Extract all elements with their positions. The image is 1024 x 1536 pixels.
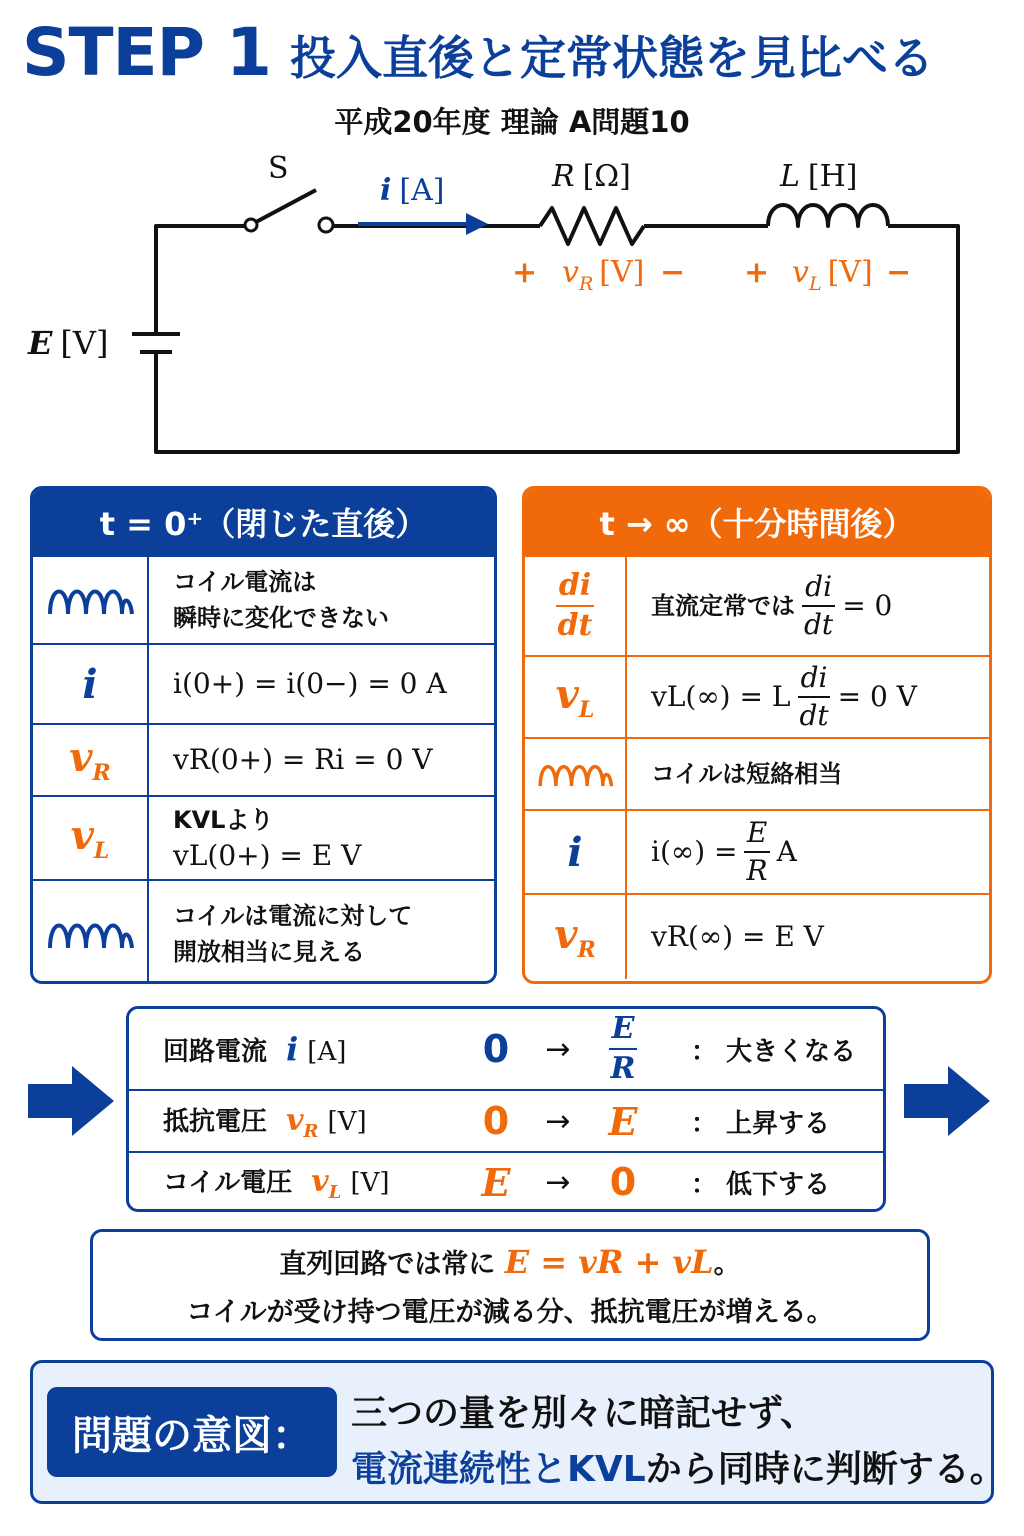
coil-current-note-line2: 瞬時に変化できない [173, 604, 389, 632]
intent-label: 問題の意図： [47, 1387, 337, 1477]
step-badge: STEP 1 [22, 14, 271, 91]
table-row [129, 1009, 883, 1089]
wire-left-top [156, 226, 246, 334]
resistor-label: R [Ω] [552, 159, 631, 194]
vr-minus: − [660, 255, 686, 290]
panel-initial-state [30, 486, 497, 984]
note-line1: 直列回路では常に E = vR + vL。 [279, 1243, 741, 1281]
initial-vl-eq: vL(0+) = E V [173, 839, 362, 872]
table-row [33, 643, 494, 723]
table-row [525, 809, 989, 893]
summary-label-vr: 抵抗電圧 $v_R$ [V] [163, 1102, 367, 1142]
didt-zero: = 0 [842, 589, 893, 622]
table-row [33, 555, 494, 643]
e-over-r-fraction: $\frac{E}{R}$ [744, 819, 771, 885]
steady-current-eq: i(∞) = [651, 835, 738, 868]
page-title: 投入直後と定常状態を見比べる [290, 31, 934, 85]
summary-current-to: $\frac{E}{R}$ [610, 1011, 636, 1086]
coil-current-note-line1: コイル電流は [173, 568, 317, 596]
arrow-right-icon [904, 1066, 994, 1136]
summary-vr-from: 0 [482, 1099, 510, 1143]
vl-symbol: $v_L$ [70, 812, 110, 864]
summary-current-arrow: → [545, 1031, 571, 1067]
switch-lever [256, 190, 316, 222]
coil-icon [33, 557, 149, 643]
coil-icon [525, 739, 627, 809]
table-row [33, 795, 494, 879]
rl-circuit-diagram [0, 140, 1024, 470]
vl-minus: − [886, 255, 912, 290]
initial-vr-eq: vR(0+) = Ri = 0 V [173, 743, 433, 776]
table-row [525, 655, 989, 737]
intent-box [30, 1360, 1006, 1504]
current-label: i [A] [380, 173, 445, 208]
note-line2: コイルが受け持つ電圧が減る分、抵抗電圧が増える。 [186, 1297, 834, 1328]
current-symbol: i [82, 660, 98, 708]
didt-fraction: $\frac{di}{dt}$ [804, 570, 834, 641]
steady-didt-fraction: $\frac{di}{dt}$ [799, 661, 829, 732]
summary-vl-desc: ： 低下する [691, 1169, 831, 1200]
vl-symbol: $v_L$ [555, 671, 595, 723]
table-row [525, 737, 989, 809]
summary-vr-arrow: → [545, 1103, 571, 1139]
current-symbol: i [567, 828, 583, 876]
vl-plus: + [744, 255, 770, 290]
coil-open-note-line2: 開放相当に見える [173, 938, 365, 966]
intent-line2: 電流連続性とKVLから同時に判断する。 [351, 1449, 1006, 1490]
coil-open-note-line1: コイルは電流に対して [173, 902, 413, 930]
summary-current-from: 0 [482, 1027, 510, 1071]
steady-current-unit: A [776, 835, 797, 868]
initial-current-eq: i(0+) = i(0−) = 0 A [173, 667, 447, 700]
steady-vr-eq: vR(∞) = E V [651, 920, 824, 953]
inductor-coil [768, 205, 888, 226]
summary-vl-arrow: → [545, 1164, 571, 1200]
summary-current-desc: ： 大きくなる [691, 1036, 857, 1067]
source-label: E [V] [28, 324, 109, 362]
summary-label-vl: コイル電圧 $v_L$ [V] [163, 1163, 390, 1203]
panel-steady-state [522, 486, 992, 984]
steady-vl-zero: = 0 V [837, 680, 917, 713]
current-arrow-head [466, 213, 488, 235]
switch-label: S [268, 151, 289, 186]
summary-vl-from: E [481, 1159, 511, 1205]
summary-vr-to: E [608, 1098, 638, 1144]
table-row [33, 879, 494, 984]
inductor-label: L [H] [780, 159, 858, 194]
problem-reference: 平成20年度 理論 A問題10 [334, 105, 690, 139]
coil-short-note: コイルは短絡相当 [651, 760, 843, 788]
panel-initial-title: t = 0⁺（閉じた直後） [33, 489, 494, 555]
table-row [129, 1091, 883, 1151]
kvl-note-box [90, 1229, 930, 1341]
didt-symbol: $\frac{di}{dt}$ [557, 568, 593, 643]
vr-symbol: $v_R$ [69, 734, 111, 786]
summary-label-current: 回路電流 i [A] [163, 1030, 347, 1068]
intent-line1: 三つの量を別々に暗記せず、 [351, 1393, 817, 1434]
switch-contact-right [319, 218, 333, 232]
change-summary-table [126, 1006, 886, 1212]
summary-vr-desc: ： 上昇する [691, 1108, 831, 1139]
intent-highlight: 電流連続性とKVL [351, 1449, 646, 1490]
vl-label: $v_L$ [V] [792, 255, 873, 295]
vr-label: $v_R$ [V] [562, 255, 645, 295]
resistor-zigzag [540, 208, 644, 244]
table-row [129, 1153, 883, 1211]
table-row [525, 555, 989, 655]
dc-steady-text: 直流定常では [651, 592, 795, 620]
switch-contact-left [245, 219, 257, 231]
table-row [33, 723, 494, 795]
coil-icon [33, 881, 149, 984]
steady-vl-eq: vL(∞) = L [651, 680, 791, 713]
vr-symbol: $v_R$ [554, 911, 596, 963]
table-row [525, 893, 989, 979]
summary-vl-to: 0 [609, 1160, 637, 1204]
arrow-right-icon [28, 1066, 118, 1136]
kvl-equation: E = vR + vL [504, 1243, 714, 1281]
kvl-note: KVLより [173, 806, 274, 834]
vr-plus: + [512, 255, 538, 290]
panel-steady-title: t → ∞（十分時間後） [525, 489, 989, 555]
